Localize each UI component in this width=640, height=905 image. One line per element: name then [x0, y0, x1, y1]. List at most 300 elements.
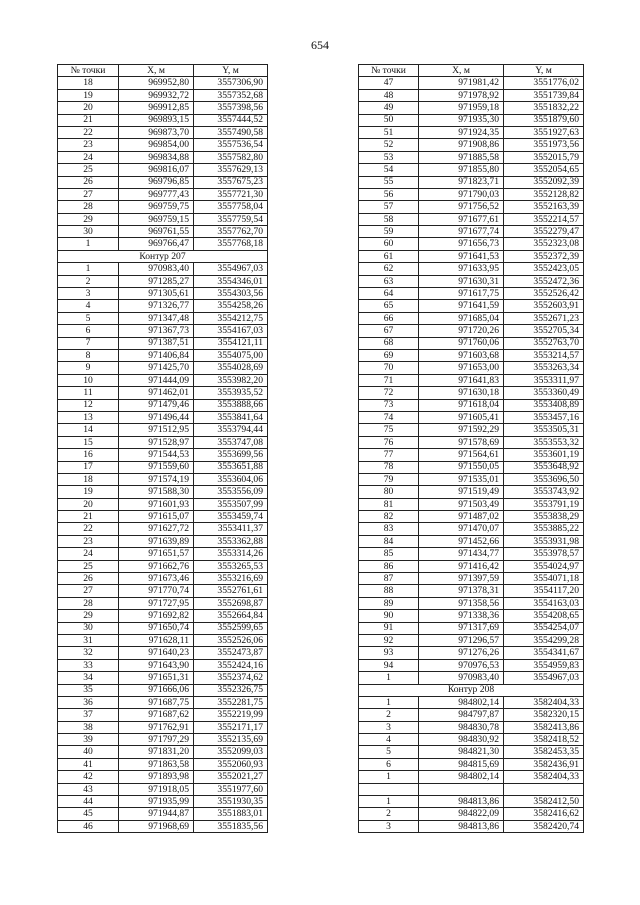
point-number-cell: 2 — [359, 709, 419, 721]
x-coordinate-cell: 971519,49 — [419, 486, 504, 498]
table-row — [359, 176, 584, 188]
x-coordinate-cell: 971317,69 — [419, 622, 504, 634]
x-coordinate-cell: 969766,47 — [119, 238, 194, 250]
point-number-cell: 61 — [359, 250, 419, 262]
y-coordinate-cell: 3553888,66 — [194, 399, 268, 411]
point-number-cell: 89 — [359, 597, 419, 609]
x-coordinate-cell: 969777,43 — [119, 188, 194, 200]
y-coordinate-cell: 3553505,31 — [504, 424, 584, 436]
point-number-cell: 85 — [359, 548, 419, 560]
table-row — [359, 573, 584, 585]
table-row — [359, 188, 584, 200]
table-row — [58, 597, 268, 609]
x-coordinate-cell: 971296,57 — [419, 634, 504, 646]
y-coordinate-cell: 3553265,53 — [194, 560, 268, 572]
y-coordinate-cell: 3551835,56 — [194, 820, 268, 832]
x-coordinate-cell: 971512,95 — [119, 424, 194, 436]
y-coordinate-cell: 3551879,60 — [504, 114, 584, 126]
point-number-cell: 26 — [58, 573, 119, 585]
x-coordinate-cell: 971692,82 — [119, 610, 194, 622]
table-row — [58, 634, 268, 646]
x-coordinate-cell: 971893,98 — [119, 771, 194, 783]
point-number-cell: 94 — [359, 659, 419, 671]
x-coordinate-cell: 971338,36 — [419, 610, 504, 622]
table-row — [58, 151, 268, 163]
y-coordinate-cell: 3554075,00 — [194, 349, 268, 361]
table-row — [58, 560, 268, 572]
y-coordinate-cell: 3552372,39 — [504, 250, 584, 262]
point-number-cell: 1 — [58, 263, 119, 275]
table-row — [58, 424, 268, 436]
x-coordinate-cell: 971550,05 — [419, 461, 504, 473]
y-coordinate-cell: 3553699,56 — [194, 449, 268, 461]
y-coordinate-cell: 3552705,34 — [504, 325, 584, 337]
y-coordinate-cell: 3552128,82 — [504, 188, 584, 200]
x-coordinate-cell: 971592,29 — [419, 424, 504, 436]
y-coordinate-cell: 3551776,02 — [504, 77, 584, 89]
y-coordinate-cell: 3553216,69 — [194, 573, 268, 585]
table-row — [359, 139, 584, 151]
x-coordinate-cell: 971831,20 — [119, 746, 194, 758]
point-number-cell: 55 — [359, 176, 419, 188]
y-coordinate-cell: 3552599,65 — [194, 622, 268, 634]
point-number-cell: 74 — [359, 411, 419, 423]
y-coordinate-cell: 3554959,83 — [504, 659, 584, 671]
y-coordinate-cell: 3557758,04 — [194, 201, 268, 213]
point-number-cell: 44 — [58, 796, 119, 808]
x-coordinate-cell: 971687,62 — [119, 709, 194, 721]
y-coordinate-cell: 3552374,62 — [194, 672, 268, 684]
table-row — [58, 374, 268, 386]
point-number-cell: 35 — [58, 684, 119, 696]
table-row — [359, 349, 584, 361]
point-number-cell: 20 — [58, 102, 119, 114]
table-row — [58, 300, 268, 312]
table-row — [359, 597, 584, 609]
point-number-cell: 69 — [359, 349, 419, 361]
y-coordinate-cell: 3557721,30 — [194, 188, 268, 200]
table-row — [359, 362, 584, 374]
x-coordinate-cell: 984802,14 — [419, 696, 504, 708]
point-number-cell: 46 — [58, 820, 119, 832]
x-coordinate-cell: 971559,60 — [119, 461, 194, 473]
y-coordinate-cell: 3553696,50 — [504, 473, 584, 485]
x-coordinate-cell: 971981,42 — [419, 77, 504, 89]
x-coordinate-cell: 984813,86 — [419, 796, 504, 808]
table-row — [58, 188, 268, 200]
table-row — [359, 820, 584, 832]
table-row — [58, 275, 268, 287]
table-row — [58, 808, 268, 820]
table-row — [58, 263, 268, 275]
empty-cell — [359, 783, 419, 795]
y-coordinate-cell: 3553651,88 — [194, 461, 268, 473]
y-coordinate-cell: 3552281,75 — [194, 696, 268, 708]
x-coordinate-cell: 984830,92 — [419, 734, 504, 746]
point-number-cell: 24 — [58, 548, 119, 560]
table-row — [58, 783, 268, 795]
header-y: Y, м — [194, 65, 268, 77]
point-number-cell: 88 — [359, 585, 419, 597]
x-coordinate-cell: 971944,87 — [119, 808, 194, 820]
y-coordinate-cell: 3582404,33 — [504, 696, 584, 708]
y-coordinate-cell: 3552671,23 — [504, 312, 584, 324]
x-coordinate-cell: 969761,55 — [119, 226, 194, 238]
x-coordinate-cell: 984802,14 — [419, 771, 504, 783]
point-number-cell: 87 — [359, 573, 419, 585]
table-row — [359, 424, 584, 436]
y-coordinate-cell: 3552135,69 — [194, 734, 268, 746]
table-row — [359, 746, 584, 758]
point-number-cell: 56 — [359, 188, 419, 200]
table-row — [359, 486, 584, 498]
table-row — [58, 486, 268, 498]
table-row — [359, 275, 584, 287]
point-number-cell: 2 — [58, 275, 119, 287]
point-number-cell: 77 — [359, 449, 419, 461]
x-coordinate-cell: 971885,58 — [419, 151, 504, 163]
table-row — [359, 226, 584, 238]
table-row — [359, 672, 584, 684]
y-coordinate-cell: 3554163,03 — [504, 597, 584, 609]
y-coordinate-cell: 3551883,01 — [194, 808, 268, 820]
y-coordinate-cell: 3554167,03 — [194, 325, 268, 337]
empty-cell — [504, 783, 584, 795]
point-number-cell: 41 — [58, 758, 119, 770]
y-coordinate-cell: 3552698,87 — [194, 597, 268, 609]
y-coordinate-cell: 3554303,56 — [194, 288, 268, 300]
table-row — [359, 560, 584, 572]
x-coordinate-cell: 984815,69 — [419, 758, 504, 770]
x-coordinate-cell: 984830,78 — [419, 721, 504, 733]
point-number-cell: 14 — [58, 424, 119, 436]
y-coordinate-cell: 3554121,11 — [194, 337, 268, 349]
table-row — [359, 263, 584, 275]
x-coordinate-cell: 971347,48 — [119, 312, 194, 324]
table-row — [359, 337, 584, 349]
x-coordinate-cell: 971687,75 — [119, 696, 194, 708]
y-coordinate-cell: 3552279,47 — [504, 226, 584, 238]
point-number-cell: 76 — [359, 436, 419, 448]
y-coordinate-cell: 3554212,75 — [194, 312, 268, 324]
y-coordinate-cell: 3553648,92 — [504, 461, 584, 473]
y-coordinate-cell: 3553743,92 — [504, 486, 584, 498]
y-coordinate-cell: 3552323,08 — [504, 238, 584, 250]
x-coordinate-cell: 971452,66 — [419, 535, 504, 547]
x-coordinate-cell: 971908,86 — [419, 139, 504, 151]
x-coordinate-cell: 971762,91 — [119, 721, 194, 733]
point-number-cell: 1 — [359, 672, 419, 684]
page-number: 654 — [311, 38, 329, 52]
y-coordinate-cell: 3553791,19 — [504, 498, 584, 510]
table-row — [359, 585, 584, 597]
table-row — [359, 77, 584, 89]
table-row — [58, 89, 268, 101]
y-coordinate-cell: 3582453,35 — [504, 746, 584, 758]
y-coordinate-cell: 3552219,99 — [194, 709, 268, 721]
table-row — [359, 126, 584, 138]
y-coordinate-cell: 3552664,84 — [194, 610, 268, 622]
point-number-cell: 22 — [58, 523, 119, 535]
y-coordinate-cell: 3582412,50 — [504, 796, 584, 808]
x-coordinate-cell: 971770,74 — [119, 585, 194, 597]
y-coordinate-cell: 3553553,32 — [504, 436, 584, 448]
table-row — [359, 325, 584, 337]
table-row — [58, 312, 268, 324]
y-coordinate-cell: 3557398,56 — [194, 102, 268, 114]
x-coordinate-cell: 971677,61 — [419, 213, 504, 225]
x-coordinate-cell: 971387,51 — [119, 337, 194, 349]
table-row — [359, 288, 584, 300]
table-row — [359, 461, 584, 473]
table-row — [359, 709, 584, 721]
x-coordinate-cell: 971918,05 — [119, 783, 194, 795]
point-number-cell: 37 — [58, 709, 119, 721]
header-y: Y, м — [504, 65, 584, 77]
y-coordinate-cell: 3554028,69 — [194, 362, 268, 374]
point-number-cell: 45 — [58, 808, 119, 820]
x-coordinate-cell: 971544,53 — [119, 449, 194, 461]
point-number-cell: 32 — [58, 647, 119, 659]
table-row — [58, 337, 268, 349]
x-coordinate-cell: 984822,09 — [419, 808, 504, 820]
x-coordinate-cell: 971535,01 — [419, 473, 504, 485]
table-row — [359, 796, 584, 808]
table-row — [359, 523, 584, 535]
x-coordinate-cell: 971651,57 — [119, 548, 194, 560]
header-x: X, м — [419, 65, 504, 77]
point-number-cell: 48 — [359, 89, 419, 101]
table-row — [359, 201, 584, 213]
y-coordinate-cell: 3557536,54 — [194, 139, 268, 151]
table-row — [58, 164, 268, 176]
x-coordinate-cell: 971651,31 — [119, 672, 194, 684]
point-number-cell: 23 — [58, 535, 119, 547]
y-coordinate-cell: 3553604,06 — [194, 473, 268, 485]
point-number-cell: 25 — [58, 164, 119, 176]
x-coordinate-cell: 971650,74 — [119, 622, 194, 634]
y-coordinate-cell: 3557768,18 — [194, 238, 268, 250]
point-number-cell: 16 — [58, 449, 119, 461]
table-row — [359, 511, 584, 523]
y-coordinate-cell: 3553507,99 — [194, 498, 268, 510]
y-coordinate-cell: 3554341,67 — [504, 647, 584, 659]
point-number-cell: 83 — [359, 523, 419, 535]
table-row — [359, 411, 584, 423]
table-row — [58, 771, 268, 783]
point-number-cell: 13 — [58, 411, 119, 423]
y-coordinate-cell: 3552054,65 — [504, 164, 584, 176]
table-row — [58, 126, 268, 138]
point-number-cell: 25 — [58, 560, 119, 572]
y-coordinate-cell: 3552526,06 — [194, 634, 268, 646]
point-number-cell: 17 — [58, 461, 119, 473]
point-number-cell: 24 — [58, 151, 119, 163]
x-coordinate-cell: 971641,83 — [419, 374, 504, 386]
point-number-cell: 28 — [58, 201, 119, 213]
point-number-cell: 86 — [359, 560, 419, 572]
header-point-number: № точки — [58, 65, 119, 77]
y-coordinate-cell: 3553459,74 — [194, 511, 268, 523]
x-coordinate-cell: 969912,85 — [119, 102, 194, 114]
y-coordinate-cell: 3557762,70 — [194, 226, 268, 238]
point-number-cell: 49 — [359, 102, 419, 114]
y-coordinate-cell: 3554024,97 — [504, 560, 584, 572]
x-coordinate-cell: 984813,86 — [419, 820, 504, 832]
point-number-cell: 21 — [58, 114, 119, 126]
table-row — [58, 721, 268, 733]
point-number-cell: 66 — [359, 312, 419, 324]
y-coordinate-cell: 3554967,03 — [194, 263, 268, 275]
table-row — [58, 114, 268, 126]
y-coordinate-cell: 3552163,39 — [504, 201, 584, 213]
y-coordinate-cell: 3553457,16 — [504, 411, 584, 423]
x-coordinate-cell: 971367,73 — [119, 325, 194, 337]
table-row — [58, 201, 268, 213]
x-coordinate-cell: 984821,30 — [419, 746, 504, 758]
x-coordinate-cell: 971617,75 — [419, 288, 504, 300]
table-row — [58, 610, 268, 622]
table-row — [58, 535, 268, 547]
x-coordinate-cell: 969759,15 — [119, 213, 194, 225]
point-number-cell: 65 — [359, 300, 419, 312]
x-coordinate-cell: 971935,99 — [119, 796, 194, 808]
point-number-cell: 53 — [359, 151, 419, 163]
x-coordinate-cell: 969893,15 — [119, 114, 194, 126]
point-number-cell: 40 — [58, 746, 119, 758]
table-row — [58, 622, 268, 634]
y-coordinate-cell: 3553408,89 — [504, 399, 584, 411]
y-coordinate-cell: 3553214,57 — [504, 349, 584, 361]
y-coordinate-cell: 3554299,28 — [504, 634, 584, 646]
point-number-cell: 18 — [58, 77, 119, 89]
y-coordinate-cell: 3553362,88 — [194, 535, 268, 547]
point-number-cell: 90 — [359, 610, 419, 622]
point-number-cell: 4 — [58, 300, 119, 312]
table-row — [58, 585, 268, 597]
y-coordinate-cell: 3552171,17 — [194, 721, 268, 733]
section-title: Контур 208 — [359, 684, 584, 696]
table-row — [58, 758, 268, 770]
x-coordinate-cell: 971588,30 — [119, 486, 194, 498]
table-row — [359, 89, 584, 101]
point-number-cell: 30 — [58, 226, 119, 238]
point-number-cell: 47 — [359, 77, 419, 89]
x-coordinate-cell: 971574,19 — [119, 473, 194, 485]
table-row — [58, 684, 268, 696]
y-coordinate-cell: 3582320,15 — [504, 709, 584, 721]
point-number-cell: 3 — [359, 721, 419, 733]
table-row — [359, 721, 584, 733]
point-number-cell: 64 — [359, 288, 419, 300]
point-number-cell: 3 — [58, 288, 119, 300]
x-coordinate-cell: 971863,58 — [119, 758, 194, 770]
point-number-cell: 70 — [359, 362, 419, 374]
y-coordinate-cell: 3552099,03 — [194, 746, 268, 758]
point-number-cell: 51 — [359, 126, 419, 138]
y-coordinate-cell: 3553841,64 — [194, 411, 268, 423]
point-number-cell: 6 — [58, 325, 119, 337]
table-row — [359, 399, 584, 411]
point-number-cell: 79 — [359, 473, 419, 485]
table-row — [58, 523, 268, 535]
x-coordinate-cell: 969952,80 — [119, 77, 194, 89]
y-coordinate-cell: 3553314,26 — [194, 548, 268, 560]
table-row — [58, 449, 268, 461]
point-number-cell: 21 — [58, 511, 119, 523]
x-coordinate-cell: 971462,01 — [119, 387, 194, 399]
table-row — [359, 250, 584, 262]
point-number-cell: 82 — [359, 511, 419, 523]
point-number-cell: 92 — [359, 634, 419, 646]
point-number-cell: 67 — [359, 325, 419, 337]
point-number-cell: 6 — [359, 758, 419, 770]
x-coordinate-cell: 971640,23 — [119, 647, 194, 659]
point-number-cell: 5 — [58, 312, 119, 324]
point-number-cell: 18 — [58, 473, 119, 485]
table-row — [359, 312, 584, 324]
coordinates-table-left — [57, 64, 268, 833]
y-coordinate-cell: 3551930,35 — [194, 796, 268, 808]
table-row — [58, 387, 268, 399]
x-coordinate-cell: 971823,71 — [419, 176, 504, 188]
table-row — [359, 535, 584, 547]
point-number-cell: 34 — [58, 672, 119, 684]
y-coordinate-cell: 3552424,16 — [194, 659, 268, 671]
x-coordinate-cell: 971968,69 — [119, 820, 194, 832]
x-coordinate-cell: 971760,06 — [419, 337, 504, 349]
table-row — [359, 622, 584, 634]
table-row — [58, 672, 268, 684]
point-number-cell: 1 — [359, 796, 419, 808]
x-coordinate-cell: 971496,44 — [119, 411, 194, 423]
y-coordinate-cell: 3553978,57 — [504, 548, 584, 560]
point-number-cell: 57 — [359, 201, 419, 213]
x-coordinate-cell: 971662,76 — [119, 560, 194, 572]
x-coordinate-cell: 971601,93 — [119, 498, 194, 510]
x-coordinate-cell: 971479,46 — [119, 399, 194, 411]
table-row — [58, 548, 268, 560]
x-coordinate-cell: 971434,77 — [419, 548, 504, 560]
point-number-cell: 72 — [359, 387, 419, 399]
point-number-cell: 42 — [58, 771, 119, 783]
y-coordinate-cell: 3552214,57 — [504, 213, 584, 225]
table-row — [359, 164, 584, 176]
y-coordinate-cell: 3551973,56 — [504, 139, 584, 151]
x-coordinate-cell: 971639,89 — [119, 535, 194, 547]
x-coordinate-cell: 971358,56 — [419, 597, 504, 609]
table-row — [58, 461, 268, 473]
table-row — [58, 362, 268, 374]
x-coordinate-cell: 971790,03 — [419, 188, 504, 200]
point-number-cell: 62 — [359, 263, 419, 275]
table-row — [359, 102, 584, 114]
y-coordinate-cell: 3552763,70 — [504, 337, 584, 349]
point-number-cell: 59 — [359, 226, 419, 238]
y-coordinate-cell: 3552473,87 — [194, 647, 268, 659]
x-coordinate-cell: 971685,04 — [419, 312, 504, 324]
y-coordinate-cell: 3552761,61 — [194, 585, 268, 597]
y-coordinate-cell: 3553360,49 — [504, 387, 584, 399]
y-coordinate-cell: 3552092,39 — [504, 176, 584, 188]
empty-cell — [419, 783, 504, 795]
header-point-number: № точки — [359, 65, 419, 77]
x-coordinate-cell: 971756,52 — [419, 201, 504, 213]
point-number-cell: 91 — [359, 622, 419, 634]
table-row — [359, 610, 584, 622]
table-row — [58, 820, 268, 832]
point-number-cell: 20 — [58, 498, 119, 510]
